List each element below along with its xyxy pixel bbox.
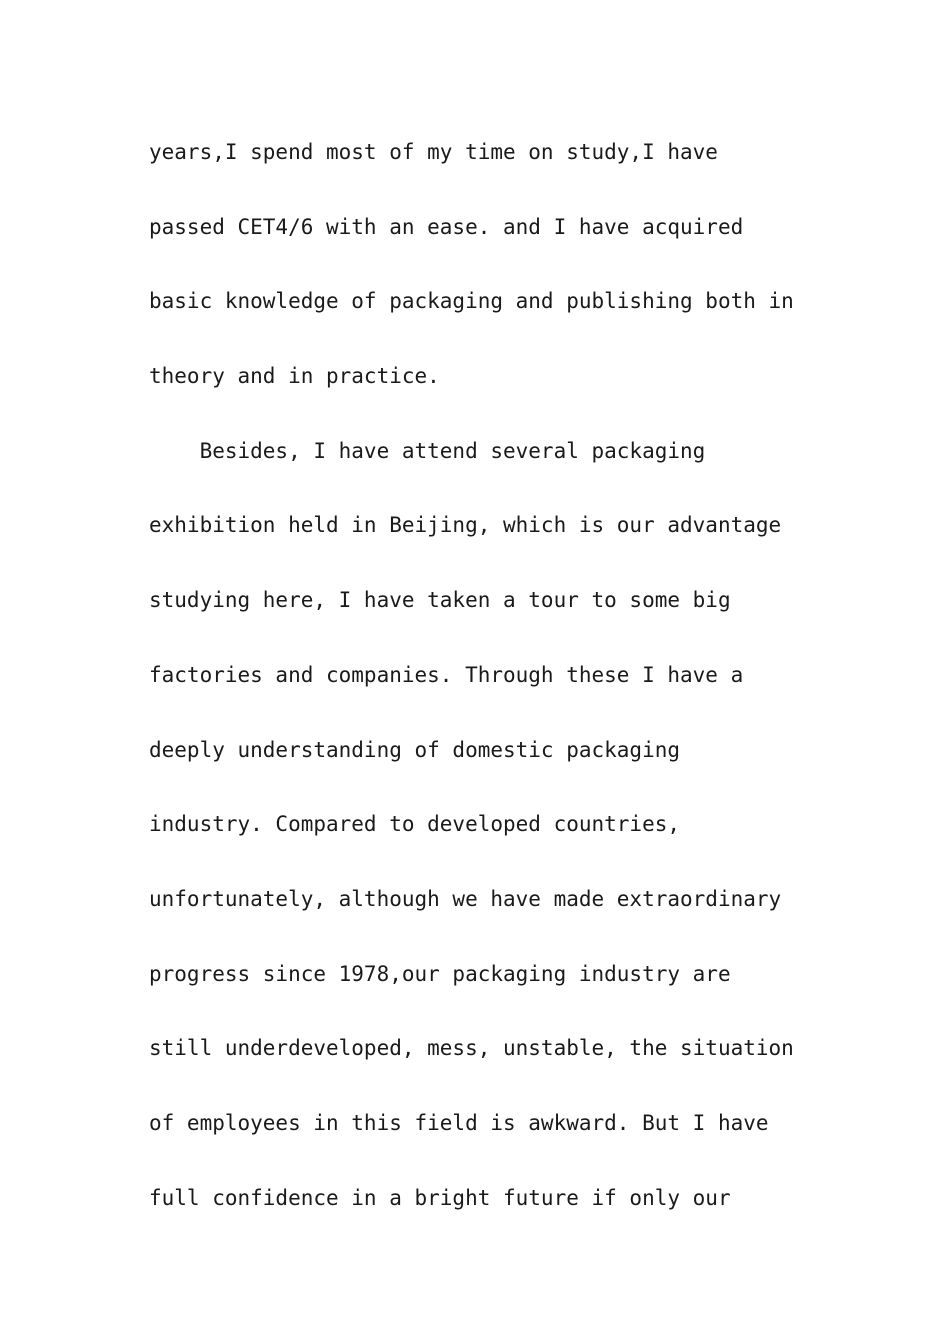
- text-line: full confidence in a bright future if only our: [149, 1185, 731, 1210]
- text-line: progress since 1978,our packaging industry are: [149, 961, 731, 986]
- text-line: factories and companies. Through these I have a: [149, 662, 744, 687]
- text-line: basic knowledge of packaging and publishing both in: [149, 289, 794, 314]
- text-line: unfortunately, although we have made extraordinary: [149, 886, 782, 911]
- text-line: still underdeveloped, mess, unstable, the situation: [149, 1036, 794, 1061]
- text-line: passed CET4/6 with an ease. and I have acquired: [149, 214, 744, 239]
- text-line: exhibition held in Beijing, which is our advantage: [149, 513, 782, 538]
- text-line: of employees in this field is awkward. But I have: [149, 1110, 769, 1135]
- body-text: [149, 130, 829, 1250]
- text-line: studying here, I have taken a tour to some big: [149, 588, 731, 613]
- text-line: industry. Compared to developed countries,: [149, 812, 681, 837]
- text-line: deeply understanding of domestic packaging: [149, 737, 681, 762]
- paragraph-start-line: Besides, I have attend several packaging: [149, 438, 706, 463]
- text-line: theory and in practice.: [149, 364, 440, 389]
- text-line: years,I spend most of my time on study,I have: [149, 140, 718, 164]
